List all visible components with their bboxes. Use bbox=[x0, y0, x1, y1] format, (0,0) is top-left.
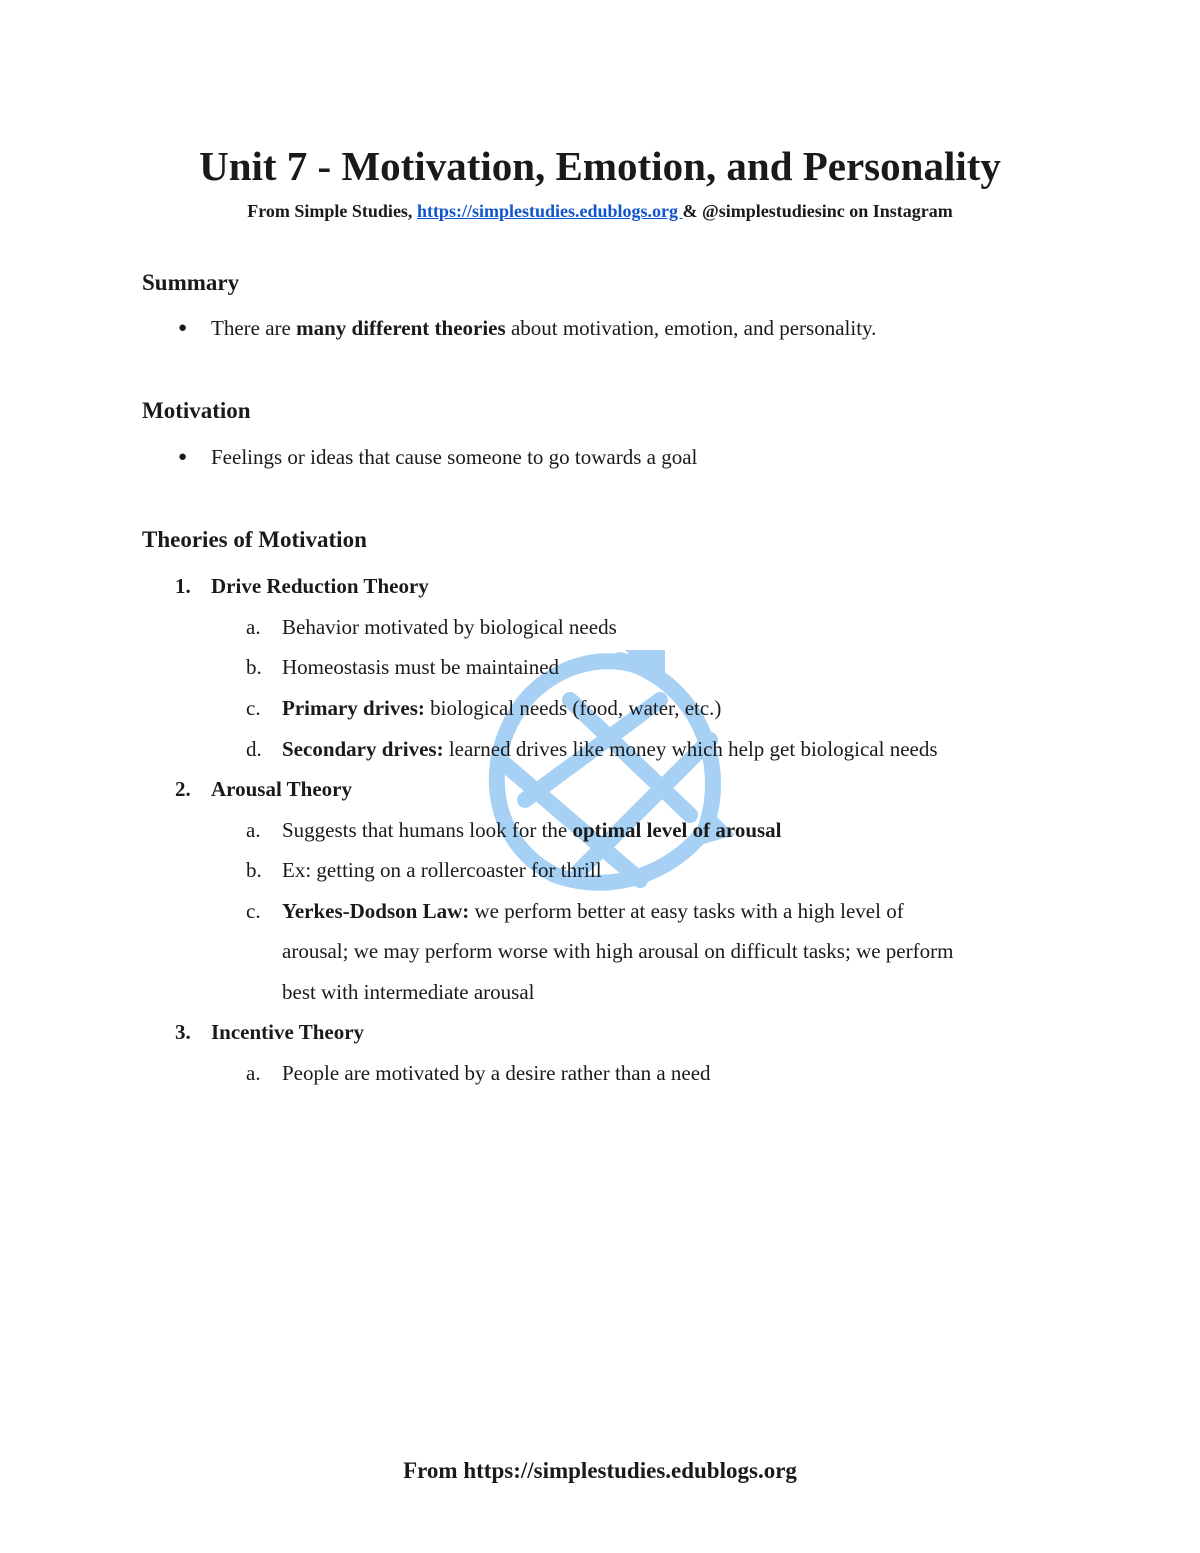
list-letter: a. bbox=[246, 818, 261, 842]
list-number: 1. bbox=[175, 574, 191, 598]
bullet-dot: ● bbox=[178, 320, 188, 336]
bullet-dot: ● bbox=[178, 449, 188, 465]
list-letter: a. bbox=[246, 1061, 261, 1085]
list-item: People are motivated by a desire rather than a need bbox=[282, 1061, 711, 1085]
list-item bbox=[282, 818, 782, 843]
summary-bullet-post: about motivation, emotion, and personality. bbox=[505, 316, 877, 340]
list-item-continuation: arousal; we may perform worse with high arousal on difficult tasks; we perform bbox=[282, 939, 954, 963]
summary-bullet-bold: many different theories bbox=[296, 316, 506, 340]
list-item: Behavior motivated by biological needs bbox=[282, 615, 617, 639]
source-line bbox=[0, 201, 1200, 222]
list-item-continuation: best with intermediate arousal bbox=[282, 980, 535, 1004]
summary-bullet bbox=[211, 316, 876, 341]
summary-heading: Summary bbox=[142, 270, 240, 295]
list-item: Ex: getting on a rollercoaster for thrill bbox=[282, 858, 602, 882]
theory-title: Incentive Theory bbox=[211, 1020, 365, 1044]
theories-heading: Theories of Motivation bbox=[142, 527, 367, 552]
list-item bbox=[282, 737, 938, 762]
motivation-bullet: Feelings or ideas that cause someone to go towards a goal bbox=[211, 445, 698, 469]
list-letter: a. bbox=[246, 615, 261, 639]
motivation-heading: Motivation bbox=[142, 398, 251, 423]
term-text: Suggests that humans look for the bbox=[282, 818, 573, 842]
summary-bullet-pre: There are bbox=[211, 316, 297, 340]
list-letter: c. bbox=[246, 899, 261, 923]
term-bold: Secondary drives: bbox=[282, 737, 444, 761]
list-item bbox=[282, 696, 721, 721]
term-text: we perform better at easy tasks with a high level of bbox=[469, 899, 904, 923]
list-item bbox=[282, 899, 904, 924]
theory-title: Arousal Theory bbox=[211, 777, 352, 801]
term-bold: optimal level of arousal bbox=[572, 818, 782, 842]
term-bold: Primary drives: bbox=[282, 696, 425, 720]
list-number: 3. bbox=[175, 1020, 191, 1044]
list-letter: c. bbox=[246, 696, 261, 720]
page-footer: From https://simplestudies.edublogs.org bbox=[403, 1458, 797, 1483]
list-letter: d. bbox=[246, 737, 262, 761]
list-item: Homeostasis must be maintained bbox=[282, 655, 560, 679]
theory-title: Drive Reduction Theory bbox=[211, 574, 429, 598]
source-suffix: & @simplestudiesinc on Instagram bbox=[682, 201, 953, 221]
list-number: 2. bbox=[175, 777, 191, 801]
term-text: learned drives like money which help get biological needs bbox=[443, 737, 938, 761]
page-title: Unit 7 - Motivation, Emotion, and Personality bbox=[199, 143, 1001, 189]
source-prefix: From Simple Studies, bbox=[247, 201, 417, 221]
term-text: biological needs (food, water, etc.) bbox=[424, 696, 722, 720]
list-letter: b. bbox=[246, 858, 262, 882]
term-bold: Yerkes-Dodson Law: bbox=[282, 899, 470, 923]
list-letter: b. bbox=[246, 655, 262, 679]
source-link[interactable]: https://simplestudies.edublogs.org bbox=[416, 201, 683, 221]
